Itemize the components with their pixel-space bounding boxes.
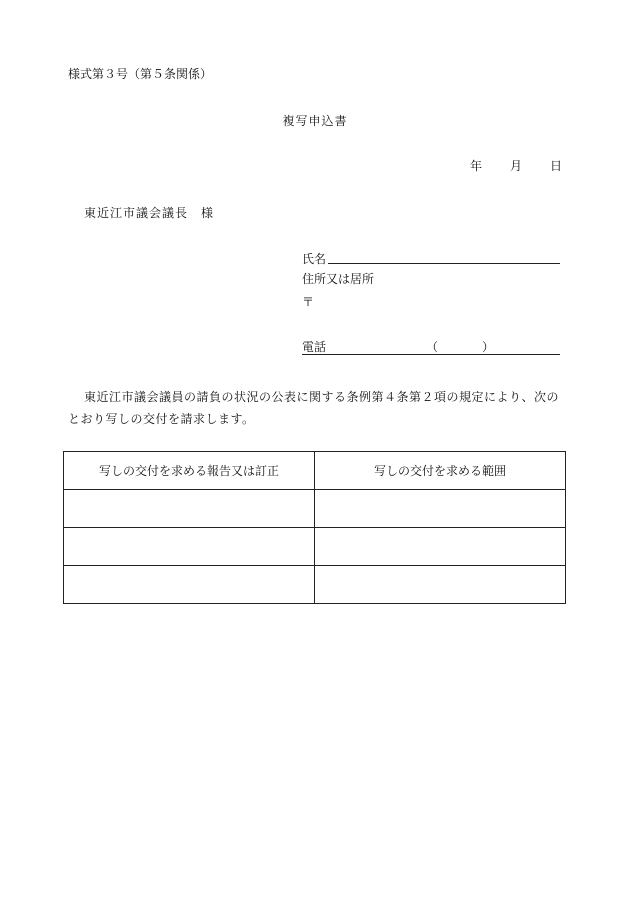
date-year-label: 年: [470, 159, 483, 173]
name-label: 氏名: [302, 252, 327, 266]
report-cell[interactable]: [64, 528, 315, 566]
phone-label: 電話: [302, 340, 327, 354]
address-label: 住所又は居所: [302, 272, 375, 286]
request-table: [63, 451, 566, 604]
column-header-range: 写しの交付を求める範囲: [315, 452, 566, 490]
name-field[interactable]: [302, 252, 560, 266]
form-number: 様式第３号（第５条関係）: [68, 67, 213, 81]
report-cell[interactable]: [64, 566, 315, 604]
date-month-label: 月: [510, 159, 523, 173]
range-cell[interactable]: [315, 528, 566, 566]
phone-area-code-close-paren: ）: [482, 340, 495, 354]
addressee: 東近江市議会議長 様: [84, 206, 215, 220]
postal-mark-icon: 〒: [302, 295, 315, 309]
range-cell[interactable]: [315, 566, 566, 604]
date-line: [470, 159, 562, 173]
report-cell[interactable]: [64, 490, 315, 528]
table-header-row: [64, 452, 566, 490]
name-underline: [328, 263, 560, 264]
table-row: [64, 490, 566, 528]
phone-field[interactable]: [302, 340, 560, 356]
phone-area-code-open-paren: （: [426, 340, 439, 354]
phone-underline: [302, 354, 560, 355]
date-day-label: 日: [550, 159, 563, 173]
range-cell[interactable]: [315, 490, 566, 528]
document-title: 複写申込書: [282, 114, 348, 128]
request-statement: 東近江市議会議員の請負の状況の公表に関する条例第４条第２項の規定により、次のとおり写しの交付を請求します。: [68, 390, 560, 426]
table-row: [64, 528, 566, 566]
table-row: [64, 566, 566, 604]
column-header-report: 写しの交付を求める報告又は訂正: [64, 452, 315, 490]
